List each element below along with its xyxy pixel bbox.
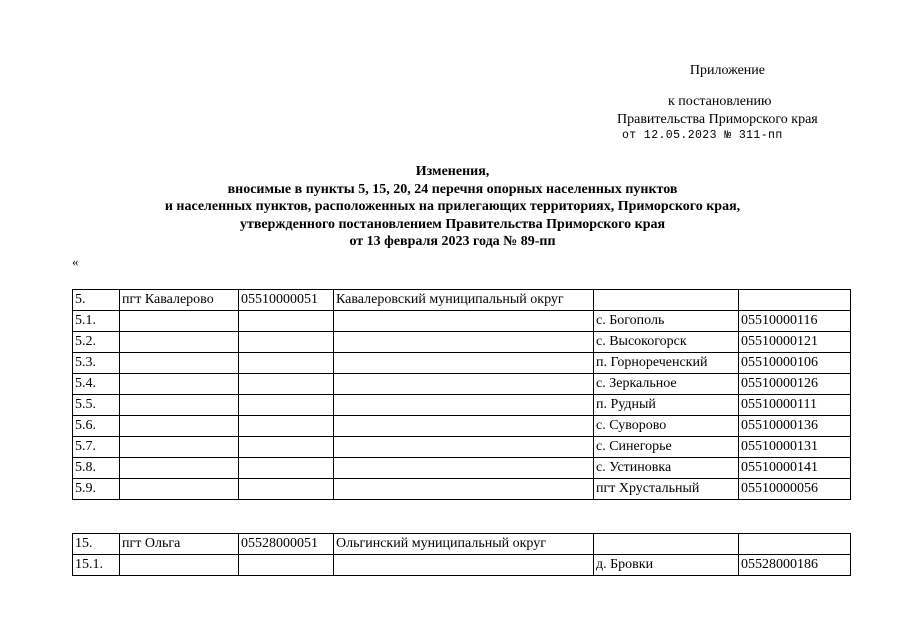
- table-row: [73, 437, 851, 458]
- adjacent-settlement-cell: п. Рудный: [594, 395, 739, 416]
- item-number-cell: 5.1.: [73, 311, 120, 332]
- oktmo-cell: [239, 458, 334, 479]
- government-label: Правительства Приморского края: [617, 112, 818, 127]
- adjacent-settlement-cell: с. Зеркальное: [594, 374, 739, 395]
- adjacent-oktmo-cell: [739, 290, 851, 311]
- adjacent-oktmo-cell: 05510000106: [739, 353, 851, 374]
- adjacent-oktmo-cell: 05510000126: [739, 374, 851, 395]
- table-row: [73, 416, 851, 437]
- settlement-cell: [120, 416, 239, 437]
- title-line: и населенных пунктов, расположенных на прилегающих территориях, Приморского края,: [164, 199, 741, 214]
- table-row: [73, 290, 851, 311]
- settlement-cell: [120, 353, 239, 374]
- item-number-cell: 5.8.: [73, 458, 120, 479]
- settlements-table-item-15: [72, 533, 851, 576]
- adjacent-oktmo-cell: [739, 534, 851, 555]
- open-quote: «: [72, 254, 79, 269]
- adjacent-settlement-cell: с. Богополь: [594, 311, 739, 332]
- adjacent-settlement-cell: [594, 290, 739, 311]
- settlement-cell: [120, 437, 239, 458]
- appendix-label: Приложение: [689, 63, 765, 78]
- adjacent-settlement-cell: с. Суворово: [594, 416, 739, 437]
- adjacent-oktmo-cell: 05510000131: [739, 437, 851, 458]
- oktmo-cell: [239, 332, 334, 353]
- table-row: [73, 458, 851, 479]
- settlement-cell: [120, 311, 239, 332]
- table-row: [73, 353, 851, 374]
- oktmo-cell: [239, 479, 334, 500]
- item-number-cell: 5.6.: [73, 416, 120, 437]
- oktmo-cell: [239, 437, 334, 458]
- oktmo-cell: 05528000051: [239, 534, 334, 555]
- adjacent-oktmo-cell: 05510000121: [739, 332, 851, 353]
- adjacent-settlement-cell: д. Бровки: [594, 555, 739, 576]
- municipality-cell: [334, 416, 594, 437]
- adjacent-oktmo-cell: 05510000116: [739, 311, 851, 332]
- settlements-table-item-5: [72, 289, 851, 500]
- oktmo-cell: [239, 416, 334, 437]
- to-resolution-label: к постановлению: [668, 94, 772, 109]
- settlement-cell: [120, 395, 239, 416]
- item-number-cell: 15.: [73, 534, 120, 555]
- oktmo-cell: [239, 311, 334, 332]
- title-line: Изменения,: [415, 164, 490, 179]
- title-line: вносимые в пункты 5, 15, 20, 24 перечня опорных населенных пунктов: [227, 181, 678, 197]
- table-row: [73, 374, 851, 395]
- settlement-cell: [120, 332, 239, 353]
- table-row: [73, 534, 851, 555]
- oktmo-cell: [239, 353, 334, 374]
- oktmo-cell: 05510000051: [239, 290, 334, 311]
- adjacent-oktmo-cell: 05510000136: [739, 416, 851, 437]
- document-title: [0, 163, 905, 251]
- adjacent-settlement-cell: с. Устиновка: [594, 458, 739, 479]
- adjacent-settlement-cell: [594, 534, 739, 555]
- item-number-cell: 5.7.: [73, 437, 120, 458]
- municipality-cell: [334, 374, 594, 395]
- item-number-cell: 5.9.: [73, 479, 120, 500]
- municipality-cell: [334, 332, 594, 353]
- municipality-cell: [334, 353, 594, 374]
- oktmo-cell: [239, 374, 334, 395]
- settlement-cell: пгт Кавалерово: [120, 290, 239, 311]
- oktmo-cell: [239, 395, 334, 416]
- municipality-cell: [334, 311, 594, 332]
- item-number-cell: 15.1.: [73, 555, 120, 576]
- settlement-cell: пгт Ольга: [120, 534, 239, 555]
- title-line: утвержденного постановлением Правительства Приморского края: [239, 216, 666, 232]
- settlement-cell: [120, 479, 239, 500]
- municipality-cell: [334, 458, 594, 479]
- table-row: [73, 479, 851, 500]
- adjacent-oktmo-cell: 05528000186: [739, 555, 851, 576]
- resolution-date-number: от 12.05.2023 № 311-пп: [622, 129, 783, 142]
- municipality-cell: Кавалеровский муниципальный округ: [334, 290, 594, 311]
- adjacent-oktmo-cell: 05510000111: [739, 395, 851, 416]
- municipality-cell: Ольгинский муниципальный округ: [334, 534, 594, 555]
- item-number-cell: 5.4.: [73, 374, 120, 395]
- table-row: [73, 555, 851, 576]
- municipality-cell: [334, 395, 594, 416]
- adjacent-settlement-cell: пгт Хрустальный: [594, 479, 739, 500]
- adjacent-settlement-cell: п. Горнореченский: [594, 353, 739, 374]
- adjacent-oktmo-cell: 05510000141: [739, 458, 851, 479]
- municipality-cell: [334, 479, 594, 500]
- adjacent-settlement-cell: с. Высокогорск: [594, 332, 739, 353]
- settlement-cell: [120, 458, 239, 479]
- municipality-cell: [334, 437, 594, 458]
- settlement-cell: [120, 374, 239, 395]
- title-line: от 13 февраля 2023 года № 89-пп: [349, 234, 556, 249]
- table-row: [73, 332, 851, 353]
- table-row: [73, 311, 851, 332]
- table-row: [73, 395, 851, 416]
- adjacent-oktmo-cell: 05510000056: [739, 479, 851, 500]
- item-number-cell: 5.3.: [73, 353, 120, 374]
- oktmo-cell: [239, 555, 334, 576]
- item-number-cell: 5.: [73, 290, 120, 311]
- settlement-cell: [120, 555, 239, 576]
- adjacent-settlement-cell: с. Синегорье: [594, 437, 739, 458]
- municipality-cell: [334, 555, 594, 576]
- item-number-cell: 5.5.: [73, 395, 120, 416]
- item-number-cell: 5.2.: [73, 332, 120, 353]
